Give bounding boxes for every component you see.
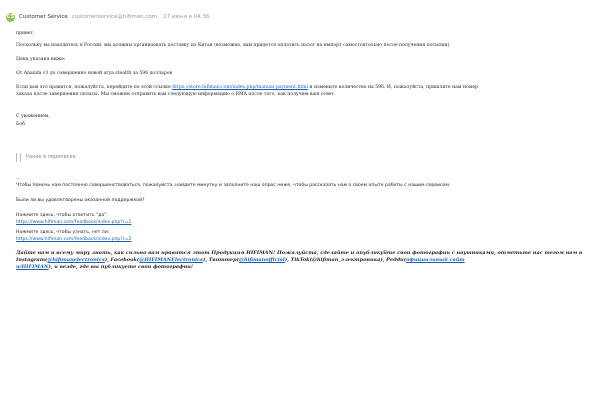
body-paragraph-2-cont: заказа после завершения оплаты. Мы сможем отправить вам следующую информацию о RMA после того, как получим ваш ответ. — [16, 92, 336, 97]
payment-link[interactable]: https://store.hifiman.com/index.php/manual-payment.html — [172, 85, 308, 90]
promo-text-5: ), TikTok(@hifiman_электроника), Редди( — [284, 257, 407, 263]
reddit-user-link[interactable]: u/HIFIMAN — [16, 264, 49, 270]
reddit-official-link[interactable]: официальный сайт — [406, 257, 465, 263]
promo-text-7: ), и везде, где вы публикуете свои фотографии! — [48, 264, 194, 270]
survey-yes-link-line — [16, 220, 131, 226]
paragraph-2-text-b: и измените количество на 596. И, пожалуйста, пришлите нам номер — [309, 85, 478, 90]
quote-bar-icon — [16, 153, 21, 162]
survey-dots: ... — [16, 176, 21, 181]
promo-text-1: Дайте нам и всему миру знать, как сильно вам нравится этот Продукция HIFIMAN! Пожалуйста, сделайте и опубликуйте свои фотографии с наушниками, отметьте нас — [16, 250, 543, 256]
survey-no-text: Нажмите здесь, чтобы узнать, нет ли: — [16, 230, 110, 235]
paragraph-2-text-a: Если вам это нравится, пожалуйста, перейдите по этой ссылке — [16, 85, 171, 90]
survey-question: Были ли вы удовлетворены оказанной поддержкой? — [16, 198, 145, 203]
body-paragraph-2 — [16, 85, 478, 91]
instagram-link[interactable]: @hifimanelectronics — [47, 257, 105, 263]
body-paragraph-1: Поскольку вы находитесь в России, мы должны организовать доставку из Китая (возможно, вам придется оплатить налог на импорт самостоятельно после получения посылки). — [16, 43, 451, 48]
promo-text-3: ), Facebook( — [104, 257, 140, 263]
sent-time: 17 июня в 04:36 — [163, 14, 210, 20]
survey-yes-text: Нажмите здесь, чтобы ответить "да": — [16, 213, 108, 218]
signature: Боб — [16, 122, 25, 127]
promo-text-2: тегом нам в Instagram( — [16, 250, 583, 263]
price-intro: Цена указана ниже: — [16, 57, 66, 62]
sender-email[interactable]: customerservice@hifiman.com — [71, 14, 158, 20]
twitter-link[interactable]: @hifimanofficial — [238, 257, 285, 263]
promo-paragraph — [16, 250, 586, 271]
survey-intro: Чтобы помочь нам постоянно совершенствоваться, пожалуйста, найдите минутку и заполните наш опрос ниже, чтобы рассказать нам о своем опыте работы с нашим сервисом. — [16, 183, 451, 188]
sender-avatar[interactable]: CS — [6, 14, 15, 20]
previous-messages-label: Ранее в переписке — [26, 154, 76, 160]
survey-no-link-line — [16, 237, 131, 243]
message-header — [6, 12, 210, 22]
sender-name[interactable]: Customer Service — [19, 14, 68, 20]
previous-messages-toggle[interactable] — [16, 152, 76, 162]
promo-text-4: ), Твиттер( — [202, 257, 239, 263]
price-line: От Ananda v3 до совершенно новой arya stealth за 596 долларов — [16, 71, 173, 76]
greeting: привет, — [16, 31, 35, 36]
survey-yes-link[interactable]: https://www.hifiman.com/feedback/index.php?r=1 — [16, 220, 132, 225]
facebook-link[interactable]: @HIFIMANElectronics — [139, 257, 203, 263]
regards: С уважением, — [16, 114, 50, 119]
survey-no-link[interactable]: https://www.hifiman.com/feedback/index.php?r=2 — [16, 237, 132, 242]
